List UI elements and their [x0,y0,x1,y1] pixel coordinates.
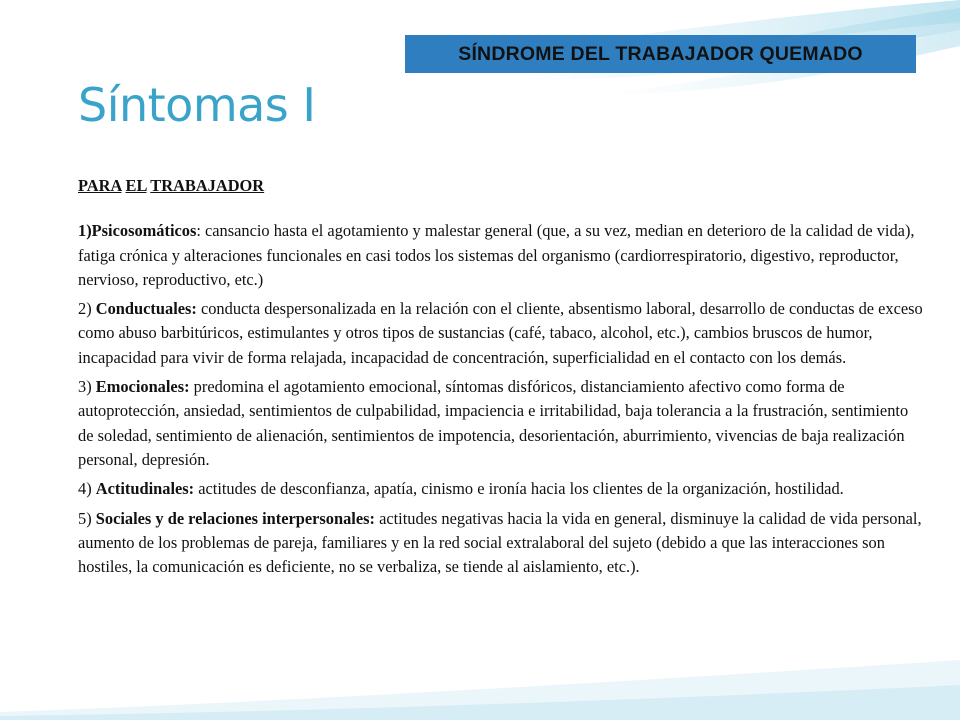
symptom-item-psicosomaticos [78,219,923,292]
item-lead: Emocionales: [95,377,190,397]
subtitle-word-para: PARA [78,176,122,195]
item-lead: Sociales y de relaciones interpersonales: [95,508,375,528]
item-lead: 1)Psicosomáticos [78,221,197,241]
symptom-item-actitudinales [78,477,923,501]
symptom-item-conductuales [78,297,923,370]
item-text: predomina el agotamiento emocional, síntomas disfóricos, distanciamiento afectivo como forma de autoprotección, ansiedad, sentimientos de culpabilidad, impaciencia e irritabilidad, baja tolerancia a la frustración, sentimiento de soledad, sentimiento de alienación, sentimientos de impotencia, desorientación, aburrimiento, vivencias de baja realización personal, depresión. [78,377,909,469]
item-text: actitudes negativas hacia la vida en general, disminuye la calidad de vida personal, aumento de los problemas de pareja, familiares y en la red social extralaboral del sujeto (debido a que las interacciones son hostiles, la comunicación es deficiente, no se verbaliza, se tiende al aislamiento, etc.). [78,508,922,577]
subtitle-word-el: EL [125,176,147,195]
item-lead: Actitudinales: [95,479,195,499]
section-subtitle [78,174,923,198]
item-number: 3) [78,377,96,397]
symptom-item-sociales [78,507,923,580]
subtitle-word-trabajador: TRABAJADOR [150,176,265,195]
header-badge-text: SÍNDROME DEL TRABAJADOR QUEMADO [458,42,863,65]
item-number: 5) [78,508,96,528]
slide-title: Síntomas I [78,78,316,132]
item-text: actitudes de desconfianza, apatía, cinismo e ironía hacia los clientes de la organización, hostilidad. [194,479,844,499]
item-text: conducta despersonalizada en la relación con el cliente, absentismo laboral, desarrollo de conductas de exceso como abuso barbitúricos, estimulantes y otros tipos de sustancias (café, tabaco, alcohol, etc.), cambios bruscos de humor, incapacidad para vivir de forma relajada, incapacidad de concentración, superficialidad en el contacto con los demás. [78,299,923,367]
item-number: 2) [78,299,96,319]
symptom-item-emocionales [78,375,923,472]
item-number: 4) [78,479,96,499]
item-text: : cansancio hasta el agotamiento y malestar general (que, a su vez, median en deterioro de la calidad de vida), fatiga crónica y alteraciones funcionales en casi todos los sistemas del organismo (cardiorrespiratorio, digestivo, reproductor, nervioso, reproductivo, etc.) [78,221,915,289]
header-badge [405,35,916,73]
item-lead: Conductuales: [95,299,197,319]
slide-body [78,174,923,584]
